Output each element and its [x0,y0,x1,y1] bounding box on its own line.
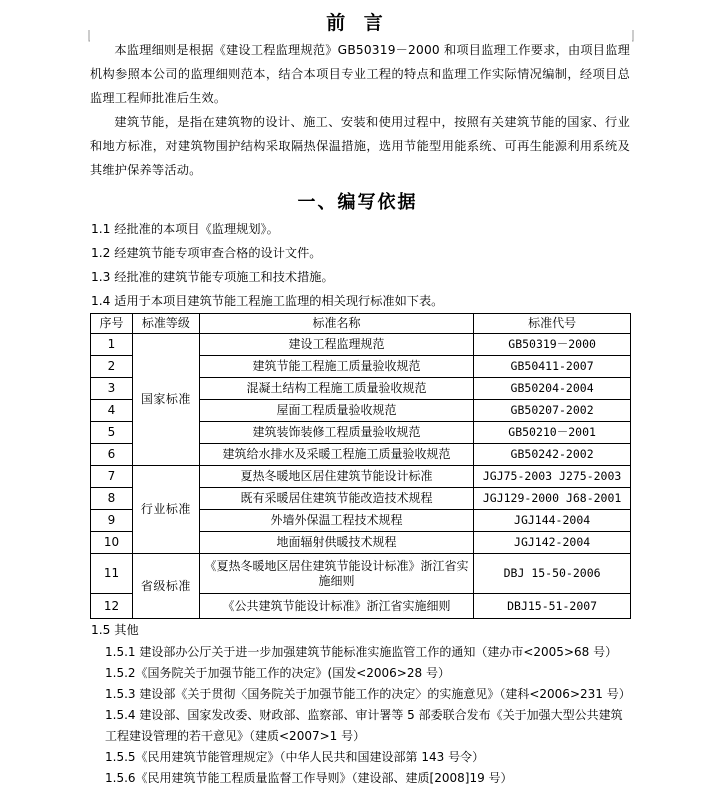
row-number: 6 [91,444,133,466]
other-item-1-5-5: 1.5.5《民用建筑节能管理规定》（中华人民共和国建设部第 143 号令） [105,750,485,764]
basis-item-1-2: 1.2 经建筑节能专项审查合格的设计文件。 [91,246,322,260]
standard-code: GB50242-2002 [474,444,631,466]
table-header: 序号 [91,314,133,334]
standard-code: DBJ15-51-2007 [474,594,631,619]
preface-paragraph-1: 本监理细则是根据《建设工程监理规范》GB50319－2000 和项目监理工作要求，由项目监理机构参照本公司的监理细则范本，结合本项目专业工程的特点和监理工作实际情况编制，经项目总监理工程师批准后生效。 [90,43,630,105]
standard-name: 外墙外保温工程技术规程 [199,510,473,532]
row-number: 7 [91,466,133,488]
row-number: 2 [91,356,133,378]
standard-code: DBJ 15-50-2006 [474,554,631,594]
standard-code: GB50204-2004 [474,378,631,400]
basis-item-1-3: 1.3 经批准的建筑节能专项施工和技术措施。 [91,270,334,284]
standard-name: 地面辐射供暖技术规程 [199,532,473,554]
table-row [91,466,631,488]
table-header: 标准代号 [474,314,631,334]
other-list [91,642,631,789]
standard-name: 既有采暖居住建筑节能改造技术规程 [199,488,473,510]
row-number: 5 [91,422,133,444]
group-national: 国家标准 [132,334,199,466]
other-item-1-5-3: 1.5.3 建设部《关于贯彻〈国务院关于加强节能工作的决定〉的实施意见》（建科<2006>231 号） [105,687,631,701]
standard-name: 建筑节能工程施工质量验收规范 [199,356,473,378]
row-number: 9 [91,510,133,532]
standard-code: GB50411-2007 [474,356,631,378]
table-header-row [91,314,631,334]
standard-code: JGJ129-2000 J68-2001 [474,488,631,510]
preface-title: 前 言 [326,12,389,34]
standard-code: GB50207-2002 [474,400,631,422]
other-item-1-5-6: 1.5.6《民用建筑节能工程质量监督工作导则》（建设部、建质[2008]19 号） [105,771,513,785]
other-item-1-5-1: 1.5.1 建设部办公厅关于进一步加强建筑节能标准实施监管工作的通知（建办市<2005>68 号） [105,645,618,659]
group-provincial: 省级标准 [132,554,199,619]
standard-code: JGJ144-2004 [474,510,631,532]
row-number: 3 [91,378,133,400]
standards-table [90,313,631,619]
standard-name: 夏热冬暖地区居住建筑节能设计标准 [199,466,473,488]
standard-code: GB50319－2000 [474,334,631,356]
standard-name: 建筑装饰装修工程质量验收规范 [199,422,473,444]
row-number: 11 [91,554,133,594]
row-number: 12 [91,594,133,619]
standard-code: JGJ142-2004 [474,532,631,554]
standard-name: 混凝土结构工程施工质量验收规范 [199,378,473,400]
standard-name: 建设工程监理规范 [199,334,473,356]
basis-item-1-1: 1.1 经批准的本项目《监理规划》。 [91,222,279,236]
standard-code: JGJ75-2003 J275-2003 [474,466,631,488]
other-title: 1.5 其他 [91,623,139,637]
other-item-1-5-4: 1.5.4 建设部、国家发改委、财政部、监察部、审计署等 5 部委联合发布《关于加强大型公共建筑工程建设管理的若干意见》（建质<2007>1 号） [105,708,623,743]
table-header: 标准等级 [132,314,199,334]
row-number: 4 [91,400,133,422]
standard-name: 《夏热冬暖地区居住建筑节能设计标准》浙江省实施细则 [199,554,473,594]
group-industry: 行业标准 [132,466,199,554]
section-title: 一、编写依据 [297,192,418,213]
row-number: 1 [91,334,133,356]
standard-name: 《公共建筑节能设计标准》浙江省实施细则 [199,594,473,619]
standard-name: 建筑给水排水及采暖工程施工质量验收规范 [199,444,473,466]
standard-code: GB50210－2001 [474,422,631,444]
preface-paragraph-2: 建筑节能，是指在建筑物的设计、施工、安装和使用过程中，按照有关建筑节能的国家、行业和地方标准，对建筑物围护结构采取隔热保温措施，选用节能型用能系统、可再生能源利用系统及其维护保养等活动。 [90,115,630,177]
other-item-1-5-2: 1.5.2《国务院关于加强节能工作的决定》(国发<2006>28 号） [105,666,450,680]
standard-name: 屋面工程质量验收规范 [199,400,473,422]
row-number: 8 [91,488,133,510]
row-number: 10 [91,532,133,554]
table-row [91,554,631,594]
table-row [91,334,631,356]
basis-item-1-4: 1.4 适用于本项目建筑节能工程施工监理的相关现行标准如下表。 [91,294,444,308]
table-header: 标准名称 [199,314,473,334]
